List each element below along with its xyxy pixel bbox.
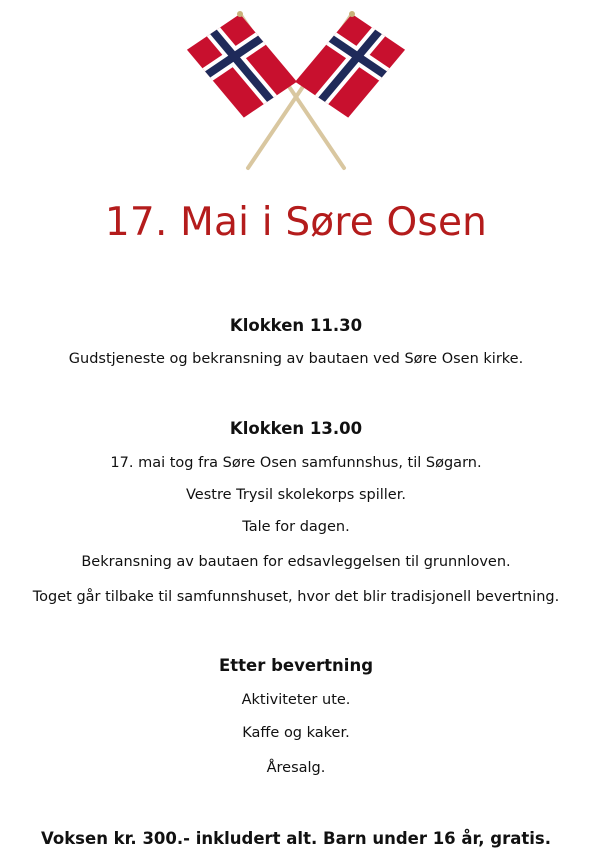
section-heading-1300: Klokken 13.00: [229, 419, 363, 438]
schedule-line: 17. mai tog fra Søre Osen samfunnshus, til Søgarn.: [110, 455, 482, 471]
price-footer: Voksen kr. 300.- inkludert alt. Barn under 16 år, gratis.: [41, 829, 551, 848]
norwegian-flag-icon: [187, 9, 297, 123]
schedule-line: Gudstjeneste og bekransning av bautaen ved Søre Osen kirke.: [68, 351, 524, 367]
norwegian-flag-icon: [295, 9, 405, 123]
page-title: 17. Mai i Søre Osen: [104, 200, 488, 245]
section-heading-1130: Klokken 11.30: [229, 316, 363, 335]
schedule-line: Toget går tilbake til samfunnshuset, hvor det blir tradisjonell bevertning.: [32, 589, 560, 605]
schedule-line: Kaffe og kaker.: [242, 725, 350, 741]
schedule-line: Aktiviteter ute.: [241, 692, 351, 708]
schedule-line: Åresalg.: [266, 760, 326, 776]
section-heading-after-refreshments: Etter bevertning: [218, 656, 374, 675]
crossed-norwegian-flags: [186, 6, 406, 176]
schedule-line: Vestre Trysil skolekorps spiller.: [186, 487, 406, 503]
schedule-line: Tale for dagen.: [242, 519, 350, 535]
schedule-line: Bekransning av bautaen for edsavleggelsen til grunnloven.: [81, 554, 511, 570]
